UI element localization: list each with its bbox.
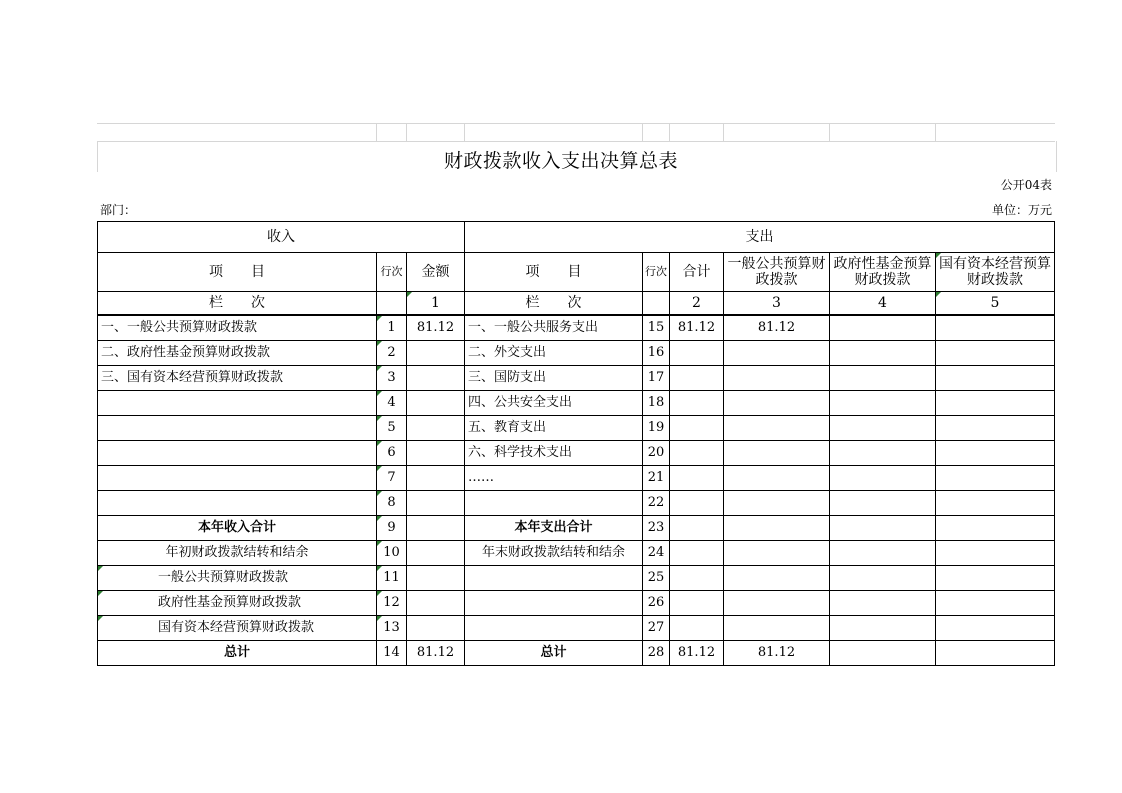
expenditure-line-no: 19: [643, 416, 670, 441]
amount-header: 金额: [407, 253, 465, 292]
state-capital-amount: [936, 616, 1055, 641]
general-budget-amount: [724, 566, 830, 591]
general-budget-header: 一般公共预算财政拨款: [724, 253, 830, 292]
income-amount: [407, 416, 465, 441]
gov-fund-amount: [830, 466, 936, 491]
income-item: 三、国有资本经营预算财政拨款: [98, 366, 377, 391]
expenditure-line-col-empty: [643, 292, 670, 316]
income-line-no: 2: [377, 341, 407, 366]
income-amount: [407, 391, 465, 416]
income-item-header: 项 目: [98, 253, 377, 292]
expenditure-line-no: 27: [643, 616, 670, 641]
income-amount: 81.12: [407, 315, 465, 341]
income-line-no: 3: [377, 366, 407, 391]
total-header: 合计: [670, 253, 724, 292]
income-amount: [407, 541, 465, 566]
state-capital-amount: [936, 341, 1055, 366]
state-capital-amount: [936, 441, 1055, 466]
expenditure-item: 五、教育支出: [465, 416, 643, 441]
state-capital-amount: [936, 641, 1055, 666]
expenditure-line-header: 行次: [643, 253, 670, 292]
income-amount: [407, 441, 465, 466]
expenditure-item: 四、公共安全支出: [465, 391, 643, 416]
total-amount: [670, 566, 724, 591]
state-capital-amount: [936, 366, 1055, 391]
total-amount: [670, 366, 724, 391]
expenditure-line-no: 18: [643, 391, 670, 416]
state-capital-amount: [936, 315, 1055, 341]
sheet-grid-top: [97, 123, 1055, 142]
table-row: [98, 341, 1055, 366]
state-capital-amount: [936, 466, 1055, 491]
gov-fund-amount: [830, 341, 936, 366]
gov-fund-amount: [830, 391, 936, 416]
expenditure-header: 支出: [465, 222, 1055, 253]
total-amount: [670, 341, 724, 366]
income-line-no: 7: [377, 466, 407, 491]
general-budget-amount: [724, 541, 830, 566]
income-item: 二、政府性基金预算财政拨款: [98, 341, 377, 366]
total-amount: [670, 516, 724, 541]
income-column-order: 栏 次: [98, 292, 377, 316]
state-capital-header: 国有资本经营预算财政拨款: [936, 253, 1055, 292]
income-item: 总计: [98, 641, 377, 666]
income-amount: [407, 516, 465, 541]
income-amount: [407, 491, 465, 516]
expenditure-line-no: 25: [643, 566, 670, 591]
general-budget-amount: [724, 341, 830, 366]
total-amount: [670, 541, 724, 566]
expenditure-item: [465, 616, 643, 641]
total-amount: [670, 416, 724, 441]
income-line-no: 11: [377, 566, 407, 591]
income-item: [98, 466, 377, 491]
income-item: 本年收入合计: [98, 516, 377, 541]
income-line-no: 1: [377, 315, 407, 341]
expenditure-line-no: 17: [643, 366, 670, 391]
table-row: [98, 616, 1055, 641]
general-budget-amount: [724, 516, 830, 541]
page-title: 财政拨款收入支出决算总表: [443, 150, 678, 172]
gov-fund-amount: [830, 516, 936, 541]
form-number: 公开04表: [1000, 178, 1052, 192]
income-line-col-empty: [377, 292, 407, 316]
state-capital-amount: [936, 416, 1055, 441]
table-row: [98, 566, 1055, 591]
col-2-label: 2: [670, 292, 724, 316]
expenditure-item: 一、一般公共服务支出: [465, 315, 643, 341]
income-line-header: 行次: [377, 253, 407, 292]
income-item: [98, 441, 377, 466]
general-budget-amount: [724, 441, 830, 466]
gov-fund-amount: [830, 491, 936, 516]
expenditure-line-no: 15: [643, 315, 670, 341]
table-row: [98, 516, 1055, 541]
table-row: [98, 541, 1055, 566]
total-amount: [670, 391, 724, 416]
table-row: [98, 591, 1055, 616]
expenditure-line-no: 21: [643, 466, 670, 491]
income-line-no: 13: [377, 616, 407, 641]
gov-fund-amount: [830, 616, 936, 641]
table-row: [98, 466, 1055, 491]
expenditure-item: [465, 491, 643, 516]
income-amount: [407, 341, 465, 366]
income-line-no: 10: [377, 541, 407, 566]
gov-fund-amount: [830, 566, 936, 591]
income-line-no: 8: [377, 491, 407, 516]
expenditure-item-header: 项 目: [465, 253, 643, 292]
table-row: [98, 441, 1055, 466]
income-line-no: 5: [377, 416, 407, 441]
budget-table: [97, 221, 1055, 666]
general-budget-amount: [724, 366, 830, 391]
income-header: 收入: [98, 222, 465, 253]
general-budget-amount: 81.12: [724, 315, 830, 341]
expenditure-item: 总计: [465, 641, 643, 666]
table-row: [98, 491, 1055, 516]
expenditure-item: 本年支出合计: [465, 516, 643, 541]
state-capital-amount: [936, 516, 1055, 541]
gov-fund-amount: [830, 441, 936, 466]
state-capital-amount: [936, 391, 1055, 416]
table-body: [98, 315, 1055, 666]
table-row: [98, 366, 1055, 391]
income-line-no: 6: [377, 441, 407, 466]
expenditure-item: ……: [465, 466, 643, 491]
total-amount: 81.12: [670, 315, 724, 341]
expenditure-item: [465, 591, 643, 616]
state-capital-amount: [936, 491, 1055, 516]
header-row-1: [98, 222, 1055, 253]
general-budget-amount: [724, 416, 830, 441]
general-budget-amount: [724, 616, 830, 641]
income-line-no: 4: [377, 391, 407, 416]
expenditure-item: 三、国防支出: [465, 366, 643, 391]
total-amount: [670, 591, 724, 616]
general-budget-amount: [724, 391, 830, 416]
income-item: 政府性基金预算财政拨款: [98, 591, 377, 616]
gov-fund-amount: [830, 366, 936, 391]
income-item: 一般公共预算财政拨款: [98, 566, 377, 591]
total-amount: [670, 466, 724, 491]
header-row-2: [98, 253, 1055, 292]
state-capital-amount: [936, 591, 1055, 616]
income-item: [98, 391, 377, 416]
expenditure-column-order: 栏 次: [465, 292, 643, 316]
total-amount: [670, 491, 724, 516]
expenditure-item: 年末财政拨款结转和结余: [465, 541, 643, 566]
income-line-no: 9: [377, 516, 407, 541]
expenditure-line-no: 20: [643, 441, 670, 466]
income-amount: [407, 591, 465, 616]
state-capital-amount: [936, 566, 1055, 591]
gov-fund-amount: [830, 641, 936, 666]
table-row: [98, 641, 1055, 666]
income-line-no: 14: [377, 641, 407, 666]
expenditure-item: 六、科学技术支出: [465, 441, 643, 466]
income-item: 年初财政拨款结转和结余: [98, 541, 377, 566]
income-item: [98, 491, 377, 516]
col-4-label: 4: [830, 292, 936, 316]
gov-fund-header: 政府性基金预算财政拨款: [830, 253, 936, 292]
gov-fund-amount: [830, 541, 936, 566]
expenditure-item: [465, 566, 643, 591]
income-item: [98, 416, 377, 441]
income-amount: [407, 616, 465, 641]
col-1-label: 1: [407, 292, 465, 316]
income-amount: [407, 566, 465, 591]
expenditure-line-no: 23: [643, 516, 670, 541]
state-capital-amount: [936, 541, 1055, 566]
expenditure-line-no: 26: [643, 591, 670, 616]
income-amount: [407, 466, 465, 491]
income-amount: 81.12: [407, 641, 465, 666]
expenditure-line-no: 24: [643, 541, 670, 566]
total-amount: [670, 441, 724, 466]
col-3-label: 3: [724, 292, 830, 316]
header-row-3: [98, 292, 1055, 316]
gov-fund-amount: [830, 416, 936, 441]
expenditure-item: 二、外交支出: [465, 341, 643, 366]
gov-fund-amount: [830, 315, 936, 341]
col-5-label: 5: [936, 292, 1055, 316]
expenditure-line-no: 16: [643, 341, 670, 366]
total-amount: 81.12: [670, 641, 724, 666]
general-budget-amount: 81.12: [724, 641, 830, 666]
table-row: [98, 315, 1055, 341]
income-line-no: 12: [377, 591, 407, 616]
expenditure-line-no: 28: [643, 641, 670, 666]
general-budget-amount: [724, 466, 830, 491]
table-row: [98, 416, 1055, 441]
income-item: 一、一般公共预算财政拨款: [98, 315, 377, 341]
table-row: [98, 391, 1055, 416]
gov-fund-amount: [830, 591, 936, 616]
general-budget-amount: [724, 491, 830, 516]
department-label: 部门：: [100, 203, 137, 217]
total-amount: [670, 616, 724, 641]
expenditure-line-no: 22: [643, 491, 670, 516]
unit-label: 单位：万元: [991, 203, 1052, 217]
income-amount: [407, 366, 465, 391]
income-item: 国有资本经营预算财政拨款: [98, 616, 377, 641]
general-budget-amount: [724, 591, 830, 616]
